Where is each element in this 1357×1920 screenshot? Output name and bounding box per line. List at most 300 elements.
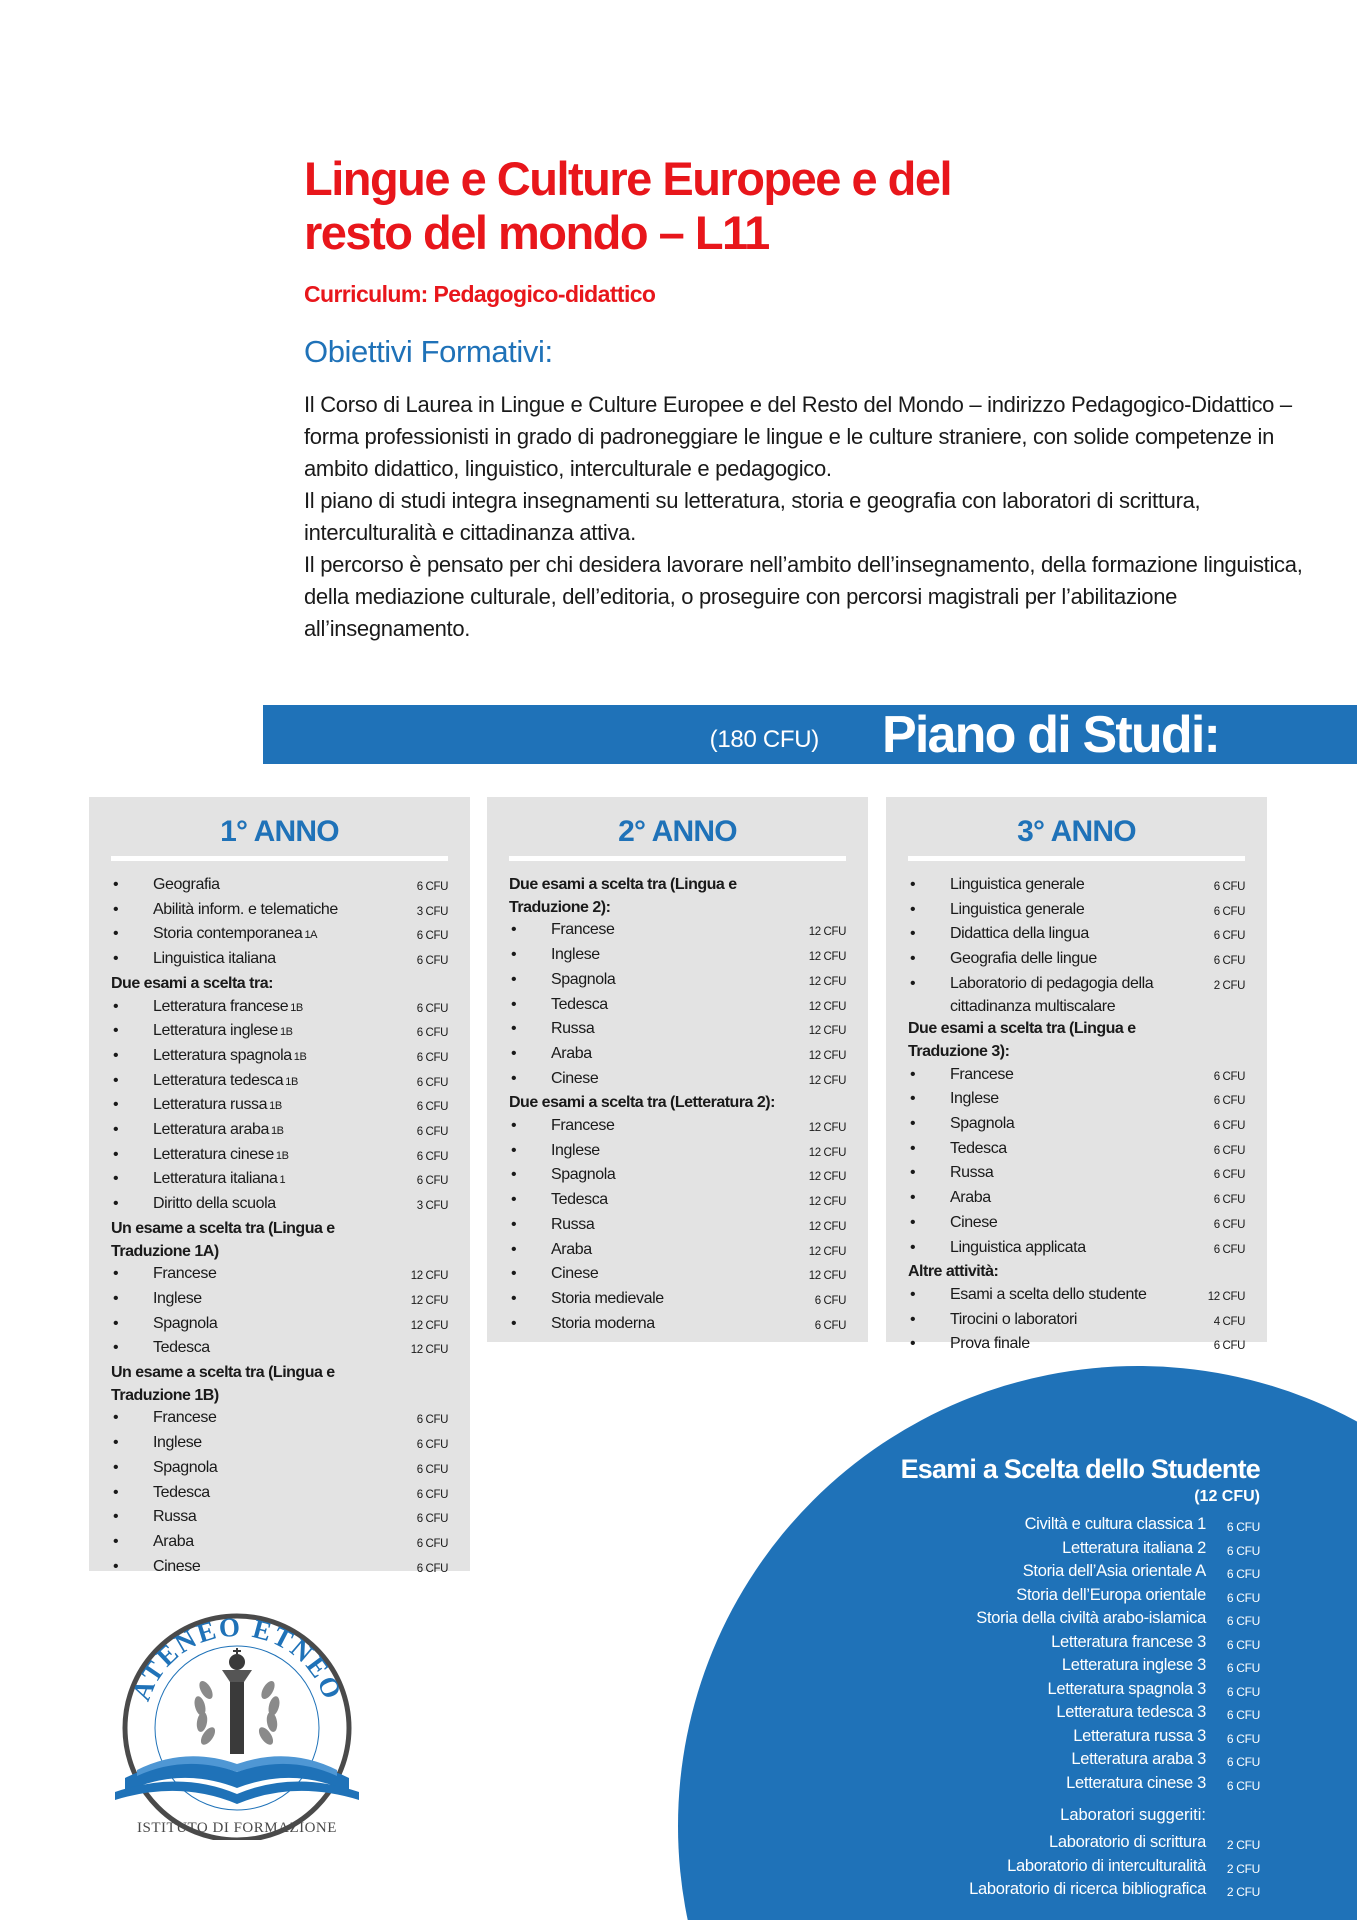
elective-cfu: 6 CFU bbox=[1226, 1590, 1260, 1605]
group-heading-text: Due esami a scelta tra (Lingua e Traduzione 2): bbox=[509, 876, 737, 916]
course-cfu: 12 CFU bbox=[808, 1171, 846, 1184]
course-name-wrap bbox=[950, 1162, 1201, 1187]
bullet-icon: • bbox=[511, 1265, 517, 1283]
course-name: Cinese bbox=[153, 1557, 201, 1575]
elective-item bbox=[700, 1608, 1260, 1632]
course-name: Didattica della lingua bbox=[950, 925, 1089, 943]
course-name: Araba bbox=[153, 1532, 194, 1550]
course-name-wrap bbox=[153, 1288, 404, 1313]
course-name-wrap bbox=[153, 1407, 404, 1432]
course-name: Francese bbox=[551, 921, 615, 939]
course-name: Francese bbox=[153, 1265, 217, 1283]
course-name: Storia moderna bbox=[551, 1314, 655, 1332]
course-item bbox=[509, 1164, 846, 1189]
course-name: Inglese bbox=[950, 1090, 999, 1108]
course-cfu: 6 CFU bbox=[416, 955, 448, 968]
course-name: Tedesca bbox=[153, 1483, 210, 1501]
course-name-wrap bbox=[153, 1119, 404, 1144]
course-name-wrap bbox=[551, 994, 802, 1019]
course-item bbox=[111, 1337, 448, 1362]
course-cfu: 6 CFU bbox=[416, 1463, 448, 1476]
group-heading-text: Altre attività: bbox=[908, 1263, 999, 1281]
course-name: Tirocini o laboratori bbox=[950, 1310, 1078, 1328]
course-cfu: 6 CFU bbox=[1213, 1169, 1245, 1182]
bullet-icon: • bbox=[910, 1335, 916, 1353]
course-cfu: 6 CFU bbox=[416, 1513, 448, 1526]
bullet-icon: • bbox=[113, 876, 119, 893]
course-name: Laboratorio di pedagogia della cittadinanza multiscalare bbox=[950, 974, 1154, 1015]
course-cfu: 6 CFU bbox=[416, 1488, 448, 1501]
course-name: Letteratura francese bbox=[153, 997, 289, 1015]
course-name: Russa bbox=[950, 1164, 994, 1182]
course-item bbox=[509, 1140, 846, 1165]
bullet-icon: • bbox=[113, 1145, 119, 1163]
course-item bbox=[111, 1432, 448, 1457]
course-name: Storia contemporanea bbox=[153, 925, 303, 943]
intro-paragraph-1: Il Corso di Laurea in Lingue e Culture Europee e del Resto del Mondo – indirizzo Pedagogico-Didattico – forma professionisti in grado di padroneggiare le lingue e le culture straniere, con solide competenze in ambito didattico, linguistico, interculturale e pedagogico. bbox=[304, 392, 1292, 481]
course-item bbox=[908, 1187, 1245, 1212]
bullet-icon: • bbox=[910, 1213, 916, 1231]
course-name: Linguistica generale bbox=[950, 900, 1085, 918]
course-cfu: 12 CFU bbox=[1207, 1290, 1245, 1303]
divider bbox=[111, 856, 448, 861]
course-item bbox=[111, 996, 448, 1021]
course-name: Letteratura tedesca bbox=[153, 1071, 284, 1089]
bullet-icon: • bbox=[511, 1044, 517, 1062]
bullet-icon: • bbox=[511, 970, 517, 988]
course-cfu: 6 CFU bbox=[416, 1175, 448, 1188]
course-name: Esami a scelta dello studente bbox=[950, 1285, 1147, 1303]
course-cfu: 12 CFU bbox=[808, 1270, 846, 1283]
course-item bbox=[111, 1506, 448, 1531]
elective-cfu: 2 CFU bbox=[1226, 1861, 1260, 1876]
elective-item bbox=[700, 1749, 1260, 1773]
elective-name: Letteratura russa 3 bbox=[1073, 1726, 1206, 1745]
course-item bbox=[908, 1064, 1245, 1089]
course-name: Linguistica applicata bbox=[950, 1238, 1086, 1256]
course-cfu: 6 CFU bbox=[814, 1319, 846, 1332]
course-item bbox=[509, 1214, 846, 1239]
course-item bbox=[908, 874, 1245, 899]
course-module-code: 1 bbox=[279, 1174, 286, 1187]
course-name-wrap bbox=[950, 973, 1201, 1018]
elective-cfu: 6 CFU bbox=[1226, 1684, 1260, 1699]
course-item bbox=[509, 1263, 846, 1288]
course-module-code: 1B bbox=[293, 1050, 307, 1063]
course-cfu: 6 CFU bbox=[1213, 955, 1245, 968]
bullet-icon: • bbox=[910, 900, 916, 918]
course-name: Tedesca bbox=[153, 1339, 210, 1357]
course-name: Spagnola bbox=[153, 1314, 218, 1332]
course-cfu: 12 CFU bbox=[808, 1245, 846, 1258]
course-name-wrap bbox=[551, 1068, 802, 1093]
divider bbox=[509, 856, 846, 861]
course-item bbox=[509, 1288, 846, 1313]
course-cfu: 6 CFU bbox=[416, 1076, 448, 1089]
labs-list bbox=[700, 1832, 1260, 1903]
course-name: Spagnola bbox=[950, 1115, 1015, 1133]
elective-cfu: 2 CFU bbox=[1226, 1885, 1260, 1899]
course-name: Geografia delle lingue bbox=[950, 950, 1097, 968]
banner-title: Piano di Studi: bbox=[882, 706, 1219, 764]
elective-name: Letteratura italiana 2 bbox=[1062, 1538, 1206, 1557]
course-item bbox=[908, 1237, 1245, 1262]
course-module-code: 1B bbox=[275, 1149, 289, 1162]
bullet-icon: • bbox=[910, 1139, 916, 1157]
year-2-card bbox=[487, 797, 868, 1342]
course-cfu: 6 CFU bbox=[416, 1051, 448, 1064]
bullet-icon: • bbox=[910, 1115, 916, 1133]
course-name-wrap bbox=[153, 1457, 404, 1482]
group-heading-text: Due esami a scelta tra (Letteratura 2): bbox=[509, 1094, 775, 1112]
bullet-icon: • bbox=[910, 1285, 916, 1303]
course-name: Francese bbox=[551, 1117, 615, 1135]
course-name: Francese bbox=[153, 1409, 217, 1427]
course-cfu: 6 CFU bbox=[1213, 1194, 1245, 1207]
course-name: Letteratura italiana bbox=[153, 1170, 278, 1188]
bullet-icon: • bbox=[113, 997, 119, 1015]
group-heading-text: Due esami a scelta tra: bbox=[111, 974, 273, 992]
course-name: Letteratura spagnola bbox=[153, 1046, 292, 1064]
group-heading bbox=[111, 1362, 448, 1407]
course-name-wrap bbox=[551, 1214, 802, 1239]
course-item bbox=[111, 874, 448, 899]
course-name-wrap bbox=[551, 1018, 802, 1043]
course-module-code: 1B bbox=[285, 1075, 298, 1088]
group-heading-text: Un esame a scelta tra (Lingua e Traduzione 1A) bbox=[111, 1219, 335, 1260]
course-item bbox=[509, 1313, 846, 1338]
course-name-wrap bbox=[153, 1506, 404, 1531]
elective-name: Letteratura spagnola 3 bbox=[1047, 1679, 1206, 1698]
course-item bbox=[111, 1313, 448, 1338]
course-item bbox=[111, 1556, 448, 1581]
course-cfu: 12 CFU bbox=[808, 1049, 846, 1062]
course-cfu: 6 CFU bbox=[1213, 1243, 1245, 1256]
bullet-icon: • bbox=[910, 1238, 916, 1256]
course-name: Linguistica italiana bbox=[153, 950, 276, 968]
course-name: Inglese bbox=[551, 1141, 600, 1159]
bullet-icon: • bbox=[511, 1117, 517, 1135]
elective-name: Laboratorio di ricerca bibliografica bbox=[969, 1880, 1206, 1898]
course-name-wrap bbox=[551, 919, 802, 944]
course-name: Inglese bbox=[551, 946, 600, 964]
bullet-icon: • bbox=[910, 1310, 916, 1328]
course-item bbox=[111, 1193, 448, 1218]
course-cfu: 12 CFU bbox=[808, 926, 846, 939]
course-name: Geografia bbox=[153, 876, 220, 893]
course-item bbox=[111, 1168, 448, 1193]
bullet-icon: • bbox=[511, 1166, 517, 1184]
elective-name: Letteratura inglese 3 bbox=[1061, 1656, 1206, 1674]
year-3-title: 3° ANNO bbox=[1017, 815, 1136, 848]
course-name-wrap bbox=[153, 1263, 404, 1288]
course-item bbox=[908, 1212, 1245, 1237]
bullet-icon: • bbox=[113, 1121, 119, 1139]
elective-item bbox=[700, 1679, 1260, 1703]
course-name-wrap bbox=[153, 899, 404, 924]
course-module-code: 1B bbox=[270, 1125, 284, 1138]
logo-arc-text: ATENEO ETNEO bbox=[125, 1611, 349, 1705]
course-item bbox=[111, 923, 448, 948]
course-module-code: 1B bbox=[290, 1001, 303, 1014]
bullet-icon: • bbox=[910, 1189, 916, 1207]
course-item bbox=[111, 1119, 448, 1144]
elective-item bbox=[700, 1632, 1260, 1656]
elective-item bbox=[700, 1702, 1260, 1726]
course-name: Prova finale bbox=[950, 1335, 1030, 1353]
elective-cfu: 6 CFU bbox=[1226, 1661, 1260, 1675]
course-name-wrap bbox=[153, 996, 404, 1021]
course-cfu: 6 CFU bbox=[1213, 1070, 1245, 1083]
course-name-wrap bbox=[950, 1064, 1201, 1089]
group-heading bbox=[908, 1261, 1245, 1284]
intro-text bbox=[304, 389, 1304, 645]
course-item bbox=[908, 973, 1245, 1018]
course-cfu: 12 CFU bbox=[410, 1319, 448, 1332]
course-cfu: 6 CFU bbox=[416, 1027, 448, 1040]
bullet-icon: • bbox=[113, 1339, 119, 1357]
bullet-icon: • bbox=[511, 1240, 517, 1258]
course-cfu: 6 CFU bbox=[1213, 1340, 1245, 1353]
bullet-icon: • bbox=[113, 950, 119, 968]
course-name: Inglese bbox=[153, 1434, 202, 1452]
course-name-wrap bbox=[551, 1115, 802, 1140]
bullet-icon: • bbox=[910, 1065, 916, 1083]
piano-di-studi-banner bbox=[263, 705, 1357, 764]
course-cfu: 12 CFU bbox=[410, 1344, 448, 1357]
bullet-icon: • bbox=[113, 1265, 119, 1283]
course-name: Linguistica generale bbox=[950, 876, 1085, 893]
course-cfu: 6 CFU bbox=[416, 1150, 448, 1163]
bullet-icon: • bbox=[910, 1090, 916, 1108]
course-item bbox=[111, 1070, 448, 1095]
course-item bbox=[908, 1088, 1245, 1113]
group-heading-text: Un esame a scelta tra (Lingua e Traduzione 1B) bbox=[111, 1364, 335, 1404]
group-heading-text: Due esami a scelta tra (Lingua e Traduzione 3): bbox=[908, 1020, 1136, 1060]
course-name: Tedesca bbox=[551, 995, 608, 1013]
course-item bbox=[908, 1113, 1245, 1138]
course-item bbox=[509, 994, 846, 1019]
bullet-icon: • bbox=[511, 1314, 517, 1332]
elective-cfu: 6 CFU bbox=[1226, 1567, 1260, 1581]
course-name: Araba bbox=[551, 1044, 592, 1062]
course-cfu: 12 CFU bbox=[808, 1146, 846, 1159]
course-module-code: 1B bbox=[279, 1026, 293, 1039]
course-name-wrap bbox=[950, 1284, 1201, 1309]
elective-cfu: 6 CFU bbox=[1226, 1614, 1260, 1628]
course-name-wrap bbox=[950, 1138, 1201, 1163]
course-cfu: 6 CFU bbox=[416, 881, 448, 893]
course-cfu: 6 CFU bbox=[1213, 1120, 1245, 1133]
labs-heading: Laboratori suggeriti: bbox=[1060, 1806, 1206, 1824]
curriculum-subtitle: Curriculum: Pedagogico-didattico bbox=[304, 281, 656, 307]
course-name-wrap bbox=[153, 874, 404, 899]
section-heading: Obiettivi Formativi: bbox=[304, 334, 553, 369]
lab-item bbox=[700, 1879, 1260, 1903]
bullet-icon: • bbox=[113, 1483, 119, 1501]
esami-title: Esami a Scelta dello Studente bbox=[900, 1454, 1260, 1484]
course-cfu: 6 CFU bbox=[1213, 1144, 1245, 1157]
elective-item bbox=[700, 1655, 1260, 1679]
course-item bbox=[908, 899, 1245, 924]
course-name: Francese bbox=[950, 1065, 1014, 1083]
banner-cfu: (180 CFU) bbox=[709, 726, 819, 753]
divider bbox=[908, 856, 1245, 861]
course-name: Cinese bbox=[551, 1069, 599, 1087]
course-name-wrap bbox=[153, 1313, 404, 1338]
bullet-icon: • bbox=[113, 1458, 119, 1476]
title-line-2: resto del mondo – L11 bbox=[304, 206, 769, 259]
group-heading bbox=[509, 1092, 846, 1115]
course-item bbox=[509, 969, 846, 994]
course-name-wrap bbox=[153, 948, 404, 973]
course-cfu: 6 CFU bbox=[416, 1101, 448, 1114]
course-cfu: 6 CFU bbox=[1213, 1095, 1245, 1108]
course-name: Letteratura cinese bbox=[153, 1145, 274, 1163]
course-name-wrap bbox=[153, 1020, 404, 1045]
elective-item bbox=[700, 1726, 1260, 1750]
course-item bbox=[111, 1482, 448, 1507]
elective-name: Civiltà e cultura classica 1 bbox=[1024, 1515, 1206, 1533]
course-name-wrap bbox=[551, 1189, 802, 1214]
elective-cfu: 2 CFU bbox=[1226, 1838, 1260, 1852]
bullet-icon: • bbox=[113, 1409, 119, 1427]
elective-name: Laboratorio di scrittura bbox=[1049, 1833, 1206, 1851]
course-cfu: 12 CFU bbox=[410, 1270, 448, 1283]
bullet-icon: • bbox=[511, 946, 517, 964]
elective-cfu: 6 CFU bbox=[1226, 1520, 1260, 1534]
course-cfu: 6 CFU bbox=[416, 1439, 448, 1452]
course-item bbox=[509, 1068, 846, 1093]
course-item bbox=[908, 1284, 1245, 1309]
elective-name: Letteratura cinese 3 bbox=[1066, 1773, 1206, 1792]
course-item bbox=[908, 1333, 1245, 1358]
bullet-icon: • bbox=[113, 900, 119, 918]
course-item bbox=[509, 1018, 846, 1043]
course-name-wrap bbox=[153, 1531, 404, 1556]
lab-item bbox=[700, 1856, 1260, 1880]
bullet-icon: • bbox=[511, 1141, 517, 1159]
course-name-wrap bbox=[950, 923, 1201, 948]
course-name-wrap bbox=[551, 1263, 802, 1288]
course-cfu: 6 CFU bbox=[1213, 1218, 1245, 1231]
course-item bbox=[908, 1162, 1245, 1187]
course-cfu: 4 CFU bbox=[1213, 1315, 1245, 1328]
course-name-wrap bbox=[153, 1094, 404, 1119]
bullet-icon: • bbox=[113, 925, 119, 943]
group-heading bbox=[111, 973, 448, 996]
course-name-wrap bbox=[950, 1088, 1201, 1113]
intro-paragraph-2: Il piano di studi integra insegnamenti su letteratura, storia e geografia con laboratori di scrittura, interculturalità e cittadinanza attiva. bbox=[304, 488, 1201, 545]
bullet-icon: • bbox=[511, 1069, 517, 1087]
course-item bbox=[908, 923, 1245, 948]
course-item bbox=[111, 1020, 448, 1045]
course-name-wrap bbox=[551, 1239, 802, 1264]
elective-cfu: 6 CFU bbox=[1226, 1637, 1260, 1652]
course-item bbox=[908, 1138, 1245, 1163]
bullet-icon: • bbox=[910, 950, 916, 968]
course-name-wrap bbox=[950, 1187, 1201, 1212]
course-item bbox=[509, 919, 846, 944]
course-item bbox=[111, 1407, 448, 1432]
course-name: Diritto della scuola bbox=[153, 1195, 276, 1213]
elective-item bbox=[700, 1773, 1260, 1797]
ateneo-etneo-logo bbox=[110, 1610, 365, 1840]
bullet-icon: • bbox=[910, 1164, 916, 1182]
course-name: Russa bbox=[551, 1020, 595, 1038]
course-item bbox=[509, 1239, 846, 1264]
course-name-wrap bbox=[153, 1482, 404, 1507]
elective-cfu: 6 CFU bbox=[1226, 1543, 1260, 1558]
course-cfu: 6 CFU bbox=[416, 1002, 448, 1015]
course-cfu: 12 CFU bbox=[410, 1294, 448, 1307]
esami-cfu: (12 CFU) bbox=[1194, 1488, 1260, 1505]
course-name: Storia medievale bbox=[551, 1289, 664, 1307]
course-name-wrap bbox=[153, 1556, 404, 1581]
elective-cfu: 6 CFU bbox=[1226, 1731, 1260, 1746]
bullet-icon: • bbox=[113, 1532, 119, 1550]
bullet-icon: • bbox=[113, 1557, 119, 1575]
elective-name: Storia dell’Europa orientale bbox=[1016, 1585, 1206, 1604]
course-name-wrap bbox=[950, 1309, 1201, 1334]
course-name-wrap bbox=[950, 1212, 1201, 1237]
course-name-wrap bbox=[153, 1193, 404, 1218]
course-name: Tedesca bbox=[551, 1191, 608, 1209]
course-item bbox=[111, 1457, 448, 1482]
course-cfu: 6 CFU bbox=[1213, 930, 1245, 943]
course-cfu: 6 CFU bbox=[416, 1126, 448, 1139]
year-2-course-list bbox=[509, 874, 846, 1337]
course-name-wrap bbox=[551, 944, 802, 969]
course-cfu: 12 CFU bbox=[808, 1220, 846, 1233]
course-name-wrap bbox=[153, 1337, 404, 1362]
course-name-wrap bbox=[153, 1168, 404, 1193]
bullet-icon: • bbox=[511, 1191, 517, 1209]
bullet-icon: • bbox=[511, 995, 517, 1013]
elective-item bbox=[700, 1514, 1260, 1538]
bullet-icon: • bbox=[113, 1289, 119, 1307]
course-name-wrap bbox=[551, 1313, 802, 1338]
bullet-icon: • bbox=[910, 925, 916, 943]
course-item bbox=[111, 948, 448, 973]
elective-name: Laboratorio di interculturalità bbox=[1007, 1856, 1206, 1875]
esami-a-scelta-panel bbox=[700, 1452, 1260, 1903]
course-cfu: 2 CFU bbox=[1213, 979, 1245, 992]
bullet-icon: • bbox=[113, 1096, 119, 1114]
elective-item bbox=[700, 1561, 1260, 1585]
course-cfu: 12 CFU bbox=[808, 1025, 846, 1038]
year-1-course-list bbox=[111, 874, 448, 1580]
bullet-icon: • bbox=[910, 876, 916, 893]
course-name: Russa bbox=[153, 1508, 197, 1526]
course-name: Araba bbox=[950, 1189, 991, 1207]
course-module-code: 1A bbox=[304, 929, 318, 942]
elective-item bbox=[700, 1585, 1260, 1609]
course-cfu: 3 CFU bbox=[416, 1200, 448, 1213]
course-cfu: 12 CFU bbox=[808, 975, 846, 988]
elective-cfu: 6 CFU bbox=[1226, 1708, 1260, 1722]
course-name-wrap bbox=[551, 1140, 802, 1165]
course-name: Spagnola bbox=[551, 1166, 616, 1184]
course-cfu: 6 CFU bbox=[416, 930, 448, 943]
course-item bbox=[509, 1115, 846, 1140]
bullet-icon: • bbox=[113, 1046, 119, 1064]
bullet-icon: • bbox=[113, 1022, 119, 1040]
bullet-icon: • bbox=[511, 1289, 517, 1307]
course-name-wrap bbox=[551, 969, 802, 994]
course-cfu: 6 CFU bbox=[1213, 905, 1245, 918]
course-cfu: 12 CFU bbox=[808, 951, 846, 964]
